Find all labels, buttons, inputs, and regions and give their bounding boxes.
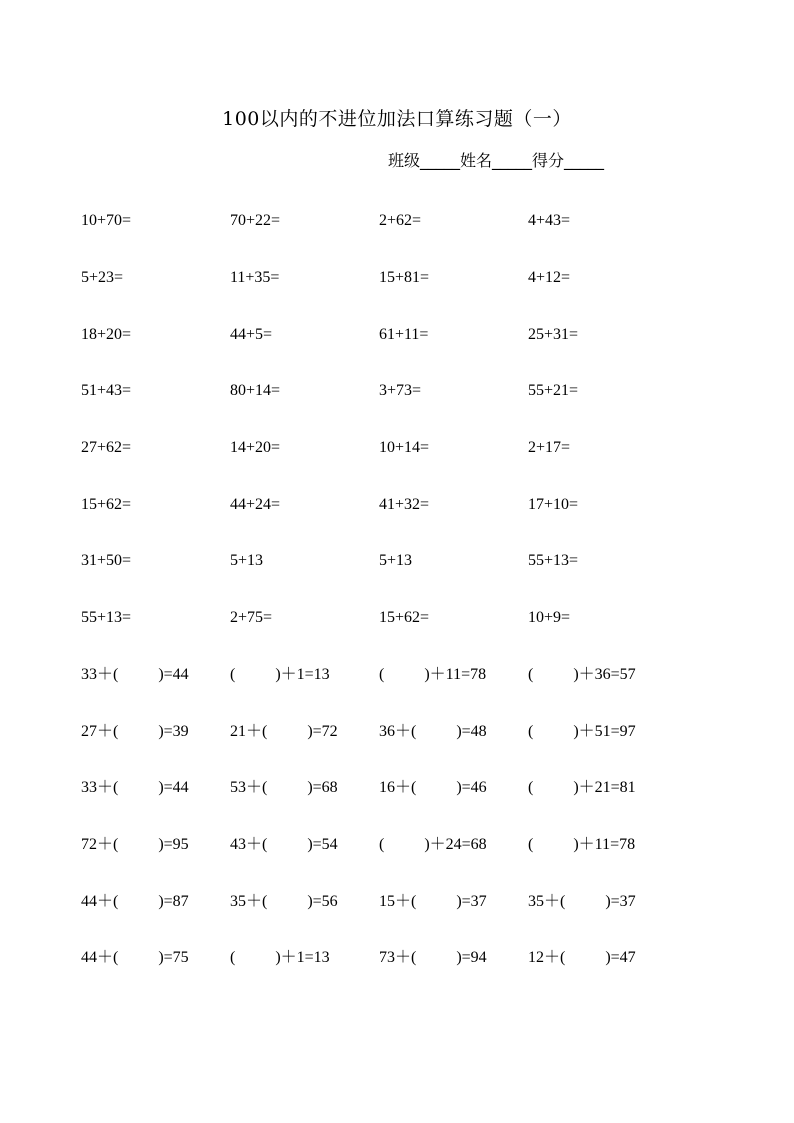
problem-row [0, 436, 794, 460]
fill-blank-problem: 44＋( )=87 [81, 893, 189, 910]
problem: 10+9= [528, 609, 571, 626]
problem: 41+32= [379, 496, 430, 513]
problem: 15+81= [379, 269, 430, 286]
fill-blank-problem: 36＋( )=48 [379, 723, 487, 740]
problem-row [0, 606, 794, 630]
problem: 31+50= [81, 552, 132, 569]
fill-blank-problem: ( )＋11=78 [379, 666, 487, 683]
fill-blank-problem: 53＋( )=68 [230, 779, 338, 796]
problem-row [0, 946, 794, 970]
problem-row [0, 323, 794, 347]
problem: 51+43= [81, 382, 132, 399]
fill-blank-problem: ( )＋11=78 [528, 836, 636, 853]
fill-blank-problem: 21＋( )=72 [230, 723, 338, 740]
problem: 44+5= [230, 326, 273, 343]
problem-row [0, 663, 794, 687]
problem-row [0, 890, 794, 914]
fill-blank-problem: ( )＋1=13 [230, 666, 330, 683]
fill-blank-problem: 72＋( )=95 [81, 836, 189, 853]
fill-blank-problem: 73＋( )=94 [379, 949, 487, 966]
problem: 55+13= [528, 552, 579, 569]
problem: 15+62= [379, 609, 430, 626]
fill-blank-problem: 43＋( )=54 [230, 836, 338, 853]
fill-blank-problem: 44＋( )=75 [81, 949, 189, 966]
fill-blank-problem: 35＋( )=37 [528, 893, 636, 910]
problem-row [0, 379, 794, 403]
problem: 11+35= [230, 269, 280, 286]
fill-blank-problem: 35＋( )=56 [230, 893, 338, 910]
fill-blank-problem: ( )＋1=13 [230, 949, 330, 966]
problem: 44+24= [230, 496, 281, 513]
problem: 27+62= [81, 439, 132, 456]
problem: 55+13= [81, 609, 132, 626]
problem: 25+31= [528, 326, 579, 343]
problem-row [0, 209, 794, 233]
problem: 2+62= [379, 212, 422, 229]
problem: 2+75= [230, 609, 273, 626]
fill-blank-problem: ( )＋51=97 [528, 723, 636, 740]
problem: 3+73= [379, 382, 422, 399]
page-title: 100以内的不进位加法口算练习题（一） [222, 108, 572, 130]
problem-row [0, 720, 794, 744]
problem: 5+13 [379, 552, 413, 569]
fill-blank-problem: 15＋( )=37 [379, 893, 487, 910]
problem-row [0, 549, 794, 573]
problem: 5+23= [81, 269, 124, 286]
problem: 2+17= [528, 439, 571, 456]
fill-blank-problem: 27＋( )=39 [81, 723, 189, 740]
problem-row [0, 833, 794, 857]
problem: 10+70= [81, 212, 132, 229]
problem: 17+10= [528, 496, 579, 513]
problem: 4+43= [528, 212, 571, 229]
problem: 80+14= [230, 382, 281, 399]
problem: 18+20= [81, 326, 132, 343]
problem-row [0, 493, 794, 517]
problem: 55+21= [528, 382, 579, 399]
fill-blank-problem: 12＋( )=47 [528, 949, 636, 966]
fill-blank-problem: 33＋( )=44 [81, 779, 189, 796]
fill-blank-problem: ( )＋21=81 [528, 779, 636, 796]
problem: 61+11= [379, 326, 429, 343]
problem: 10+14= [379, 439, 430, 456]
student-info-line: 班级_____姓名_____得分_____ [388, 151, 605, 170]
problem: 4+12= [528, 269, 571, 286]
problem-row [0, 266, 794, 290]
fill-blank-problem: 33＋( )=44 [81, 666, 189, 683]
fill-blank-problem: 16＋( )=46 [379, 779, 487, 796]
problem-row [0, 776, 794, 800]
problem: 14+20= [230, 439, 281, 456]
problem: 15+62= [81, 496, 132, 513]
fill-blank-problem: ( )＋24=68 [379, 836, 487, 853]
fill-blank-problem: ( )＋36=57 [528, 666, 636, 683]
problem: 5+13 [230, 552, 264, 569]
problem: 70+22= [230, 212, 281, 229]
